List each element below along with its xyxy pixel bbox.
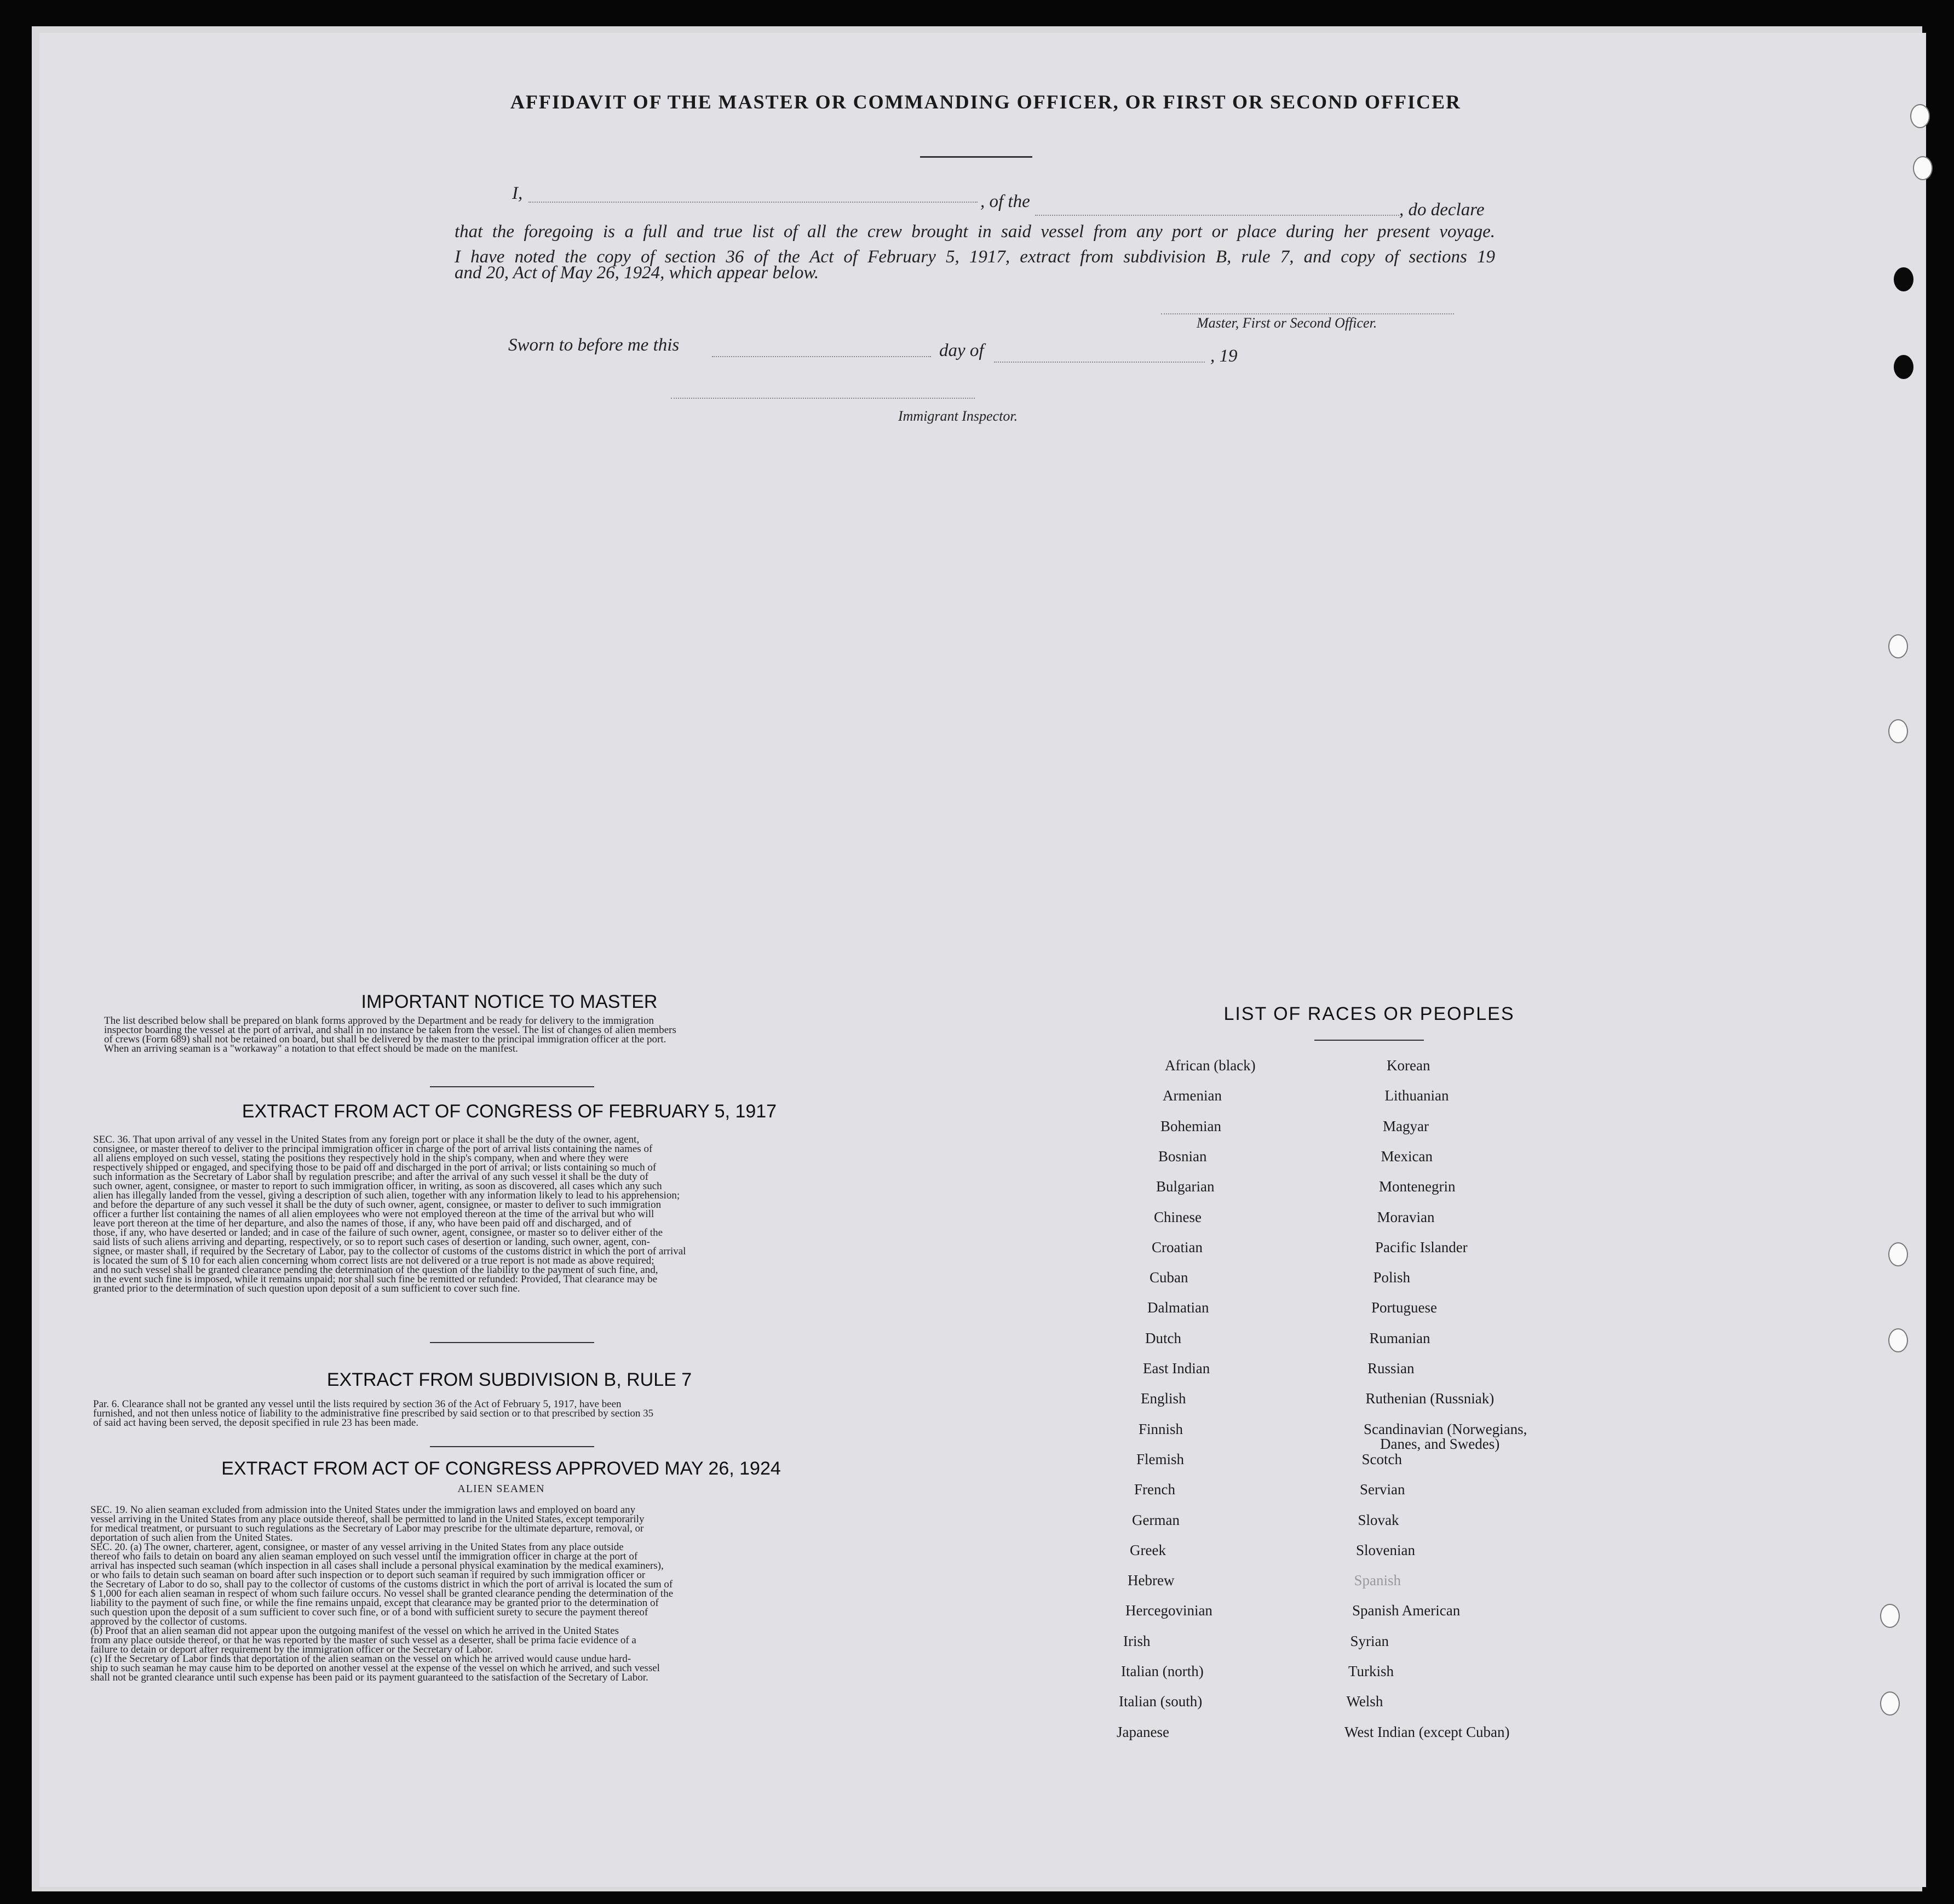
races-title: LIST OF RACES OR PEOPLES — [1223, 1003, 1515, 1024]
extract-1924-line: thereof who fails to detain on board any alien seaman employed on such vessel until the immigration officer in charge at the port of — [90, 1551, 638, 1562]
binder-hole-icon — [1894, 267, 1913, 291]
sworn-label: Sworn to before me this — [508, 335, 680, 355]
extract-1917-line: such information as the Secretary of Labor shall by regulation prescribe; and after the arrival of any such vessel it shall be the duty of — [93, 1171, 649, 1183]
year-label: , 19 — [1210, 346, 1238, 366]
binder-hole-icon — [1888, 1242, 1908, 1266]
extract-1917-line: granted prior to the determination of such question upon deposit of a sum sufficient to cover such fine. — [93, 1283, 520, 1294]
race-item: Korean — [1387, 1057, 1430, 1074]
extract-1924-line: failure to detain or deport after requirement by the immigration officer or the Secretary of Labor. — [90, 1644, 493, 1655]
of-the-label: , of the — [980, 192, 1030, 211]
race-item: Russian — [1367, 1360, 1415, 1377]
race-item: Japanese — [1117, 1723, 1169, 1740]
extract-1924-line: SEC. 19. No alien seaman excluded from admission into the United States under the immigration laws and employed on board any — [90, 1504, 636, 1516]
extract-1917-line: those, if any, who have deserted or landed; and in case of the failure of such owner, agent, consignee, or master so to deliver either of the — [93, 1227, 663, 1238]
race-item: East Indian — [1143, 1360, 1210, 1377]
extract-1924-line: vessel arriving in the United States from any place outside thereof, shall be permitted to land in the United States, except temporarily — [90, 1513, 645, 1525]
signature-label: Master, First or Second Officer. — [1197, 315, 1377, 331]
notice-body — [104, 1016, 906, 1053]
signature-blank[interactable] — [1161, 313, 1454, 314]
race-item: Scandinavian (Norwegians, — [1364, 1420, 1527, 1437]
race-item: Moravian — [1377, 1208, 1435, 1225]
race-item: Montenegrin — [1379, 1178, 1456, 1195]
extract-1917-line: and before the departure of any such vessel it shall be the duty of such owner, agent, consignee, or master to deliver to such immigration — [93, 1199, 662, 1211]
extract-1924-line: (b) Proof that an alien seaman did not appear upon the outgoing manifest of the vessel on which he arrived in the United States — [90, 1625, 619, 1637]
affidavit-title: AFFIDAVIT OF THE MASTER OR COMMANDING OFFICER, OR FIRST OR SECOND OFFICER — [510, 91, 1462, 113]
binder-hole-icon — [1880, 1604, 1900, 1628]
binder-holes — [1883, 0, 1954, 1904]
extract-1924-line: liability to the payment of such fine, or while the fine remains unpaid, except that clearance may be granted prior to the determination of — [90, 1597, 659, 1609]
race-item: Hebrew — [1128, 1572, 1175, 1589]
declaration-line-4: and 20, Act of May 26, 1924, which appear below. — [455, 263, 819, 283]
race-item: French — [1134, 1481, 1175, 1498]
extract-1917-body — [93, 1135, 904, 1293]
extract-1917-line: all aliens employed on such vessel, stating the positions they respectively hold in the ship's company, when and where they were — [93, 1152, 629, 1164]
binder-hole-icon — [1894, 355, 1913, 379]
binder-hole-icon — [1913, 156, 1933, 180]
rule7-body — [93, 1400, 904, 1427]
extract-1924-line: $ 1,000 for each alien seaman in respect of whom such failure occurs. No vessel shall be granted clearance pending the determination of the — [90, 1588, 674, 1599]
race-item: Danes, and Swedes) — [1380, 1435, 1500, 1452]
race-item: Hercegovinian — [1125, 1602, 1212, 1619]
race-item: Dalmatian — [1147, 1299, 1209, 1316]
month-blank[interactable] — [994, 362, 1205, 363]
race-item: African (black) — [1165, 1057, 1256, 1074]
notice-line: of crews (Form 689) shall not be retained on board, but shall be delivered by the master to the principal immigration officer at the port. — [104, 1034, 666, 1045]
i-label: I, — [512, 183, 523, 203]
extract-1924-line: from any place outside thereof, or that he was reported by the master of such vessel as a deserter, shall be prima facie evidence of a — [90, 1635, 636, 1646]
declaration-line-3: I have noted the copy of section 36 of the Act of February 5, 1917, extract from subdivision B, rule 7, and copy of sections 19 — [455, 247, 1495, 267]
extract-1917-line: said lists of such aliens arriving and departing, respectively, or so to report such cases of desertion or landing, such owner, agent, con- — [93, 1236, 650, 1248]
notice-line: inspector boarding the vessel at the port of arrival, and shall in no instance be taken from the vessel. The list of changes of alien members — [104, 1024, 676, 1036]
rule7-rule — [430, 1446, 594, 1447]
extract-1917-line: consignee, or master thereof to deliver to the principal immigration officer in charge of the port of arrival lists containing the names of — [93, 1143, 653, 1155]
extract-1924-line: SEC. 20. (a) The owner, charterer, agent, consignee, or master of any vessel arriving in the United States from any place outside — [90, 1541, 624, 1553]
race-item: Mexican — [1381, 1148, 1433, 1165]
extract-1917-line: such owner, agent, consignee, or master to report to such immigration officer, in writing, as soon as discovered, all cases which any such — [93, 1180, 662, 1192]
name-blank[interactable] — [528, 202, 978, 203]
binder-hole-icon — [1888, 1328, 1908, 1352]
day-of-label: day of — [939, 341, 984, 360]
vessel-blank[interactable] — [1035, 215, 1399, 216]
extract-1924-line: deportation of such alien from the United States. — [90, 1532, 293, 1544]
extract-1917-line: alien has illegally landed from the vessel, giving a description of such alien, together with any information likely to lead to his apprehension; — [93, 1190, 680, 1201]
extract-1917-line: and no such vessel shall be granted clearance pending the determination of the question of the liability to the payment of such fine, and, — [93, 1264, 658, 1276]
extract-1917-line: signee, or master shall, if required by the Secretary of Labor, pay to the collector of customs of the customs district in which the port of arrival — [93, 1246, 686, 1257]
race-item: Scotch — [1361, 1450, 1402, 1467]
race-item: Chinese — [1154, 1208, 1202, 1225]
race-item: Italian (south) — [1119, 1693, 1203, 1710]
extract-1917-line: leave port thereon at the time of her departure, and also the names of those, if any, who have been paid off and discharged, and of — [93, 1218, 632, 1229]
binder-hole-icon — [1880, 1691, 1900, 1716]
race-item: West Indian (except Cuban) — [1344, 1723, 1510, 1740]
rule7-title: EXTRACT FROM SUBDIVISION B, RULE 7 — [326, 1369, 692, 1390]
race-item: Dutch — [1145, 1329, 1181, 1346]
extract-1924-title: EXTRACT FROM ACT OF CONGRESS APPROVED MAY 26, 1924 — [221, 1458, 781, 1479]
race-item: Irish — [1123, 1632, 1151, 1649]
extract-1924-line: (c) If the Secretary of Labor finds that deportation of the alien seaman on the vessel on which he arrived would cause undue hard- — [90, 1653, 631, 1665]
extract-1924-line: for medical treatment, or pursuant to such regulations as the Secretary of Labor may prescribe for the ultimate departure, removal, or — [90, 1523, 644, 1534]
race-item: Pacific Islander — [1375, 1238, 1468, 1255]
declaration-line-2: that the foregoing is a full and true list of all the crew brought in said vessel from any port or place during her present voyage. — [455, 222, 1495, 242]
race-item: German — [1132, 1511, 1180, 1528]
rule7-line: Par. 6. Clearance shall not be granted any vessel until the lists required by section 36 of the Act of February 5, 1917, have been — [93, 1398, 622, 1410]
extract-1924-line: the Secretary of Labor to do so, shall pay to the collector of customs of the customs district in which the port of arrival is located the sum of — [90, 1579, 673, 1590]
rule7-line: of said act having been served, the deposit specified in rule 23 has been made. — [93, 1417, 419, 1429]
binder-hole-icon — [1888, 719, 1908, 743]
race-item: Slovak — [1358, 1511, 1399, 1528]
race-item: Bohemian — [1160, 1117, 1221, 1134]
race-item: Magyar — [1383, 1117, 1429, 1134]
race-item: Bosnian — [1158, 1148, 1207, 1165]
extract-1924-line: shall not be granted clearance until such expense has been paid or its payment guaranteed to the satisfaction of the Secretary of Labor. — [90, 1672, 648, 1683]
extract-1917-rule — [430, 1342, 594, 1343]
race-item: Cuban — [1150, 1269, 1188, 1286]
race-item: Rumanian — [1369, 1329, 1430, 1346]
race-item: Servian — [1360, 1481, 1405, 1498]
race-item: Flemish — [1136, 1450, 1185, 1467]
day-blank[interactable] — [712, 356, 931, 357]
race-item: Italian (north) — [1121, 1663, 1204, 1679]
race-item: Greek — [1130, 1541, 1166, 1558]
title-rule — [920, 156, 1032, 158]
inspector-blank[interactable] — [671, 398, 975, 399]
extract-1924-line: ship to such seaman he may cause him to be deported on another vessel at the expense of the vessel on which he arrived, and such vessel — [90, 1662, 660, 1674]
extract-1917-line: is located the sum of $ 10 for each alien concerning whom correct lists are not delivered or a true report is not made as above required; — [93, 1255, 654, 1266]
race-item: Bulgarian — [1156, 1178, 1215, 1195]
notice-line: The list described below shall be prepared on blank forms approved by the Department and be ready for delivery to the immigration — [104, 1015, 654, 1026]
race-item: English — [1141, 1390, 1186, 1407]
race-item: Portuguese — [1371, 1299, 1437, 1316]
race-item: Ruthenian (Russniak) — [1365, 1390, 1495, 1407]
binder-hole-icon — [1910, 104, 1930, 128]
binder-hole-icon — [1888, 634, 1908, 658]
notice-line: When an arriving seaman is a "workaway" a notation to that effect should be made on the manifest. — [104, 1043, 518, 1054]
extract-1924-body — [90, 1505, 901, 1682]
extract-1917-line: respectively shipped or engaged, and specifying those to be paid off and discharged in the port of arrival; or lists containing so much of — [93, 1162, 657, 1173]
race-item: Welsh — [1346, 1693, 1383, 1710]
race-item: Turkish — [1348, 1663, 1394, 1679]
extract-1924-line: arrival has inspected such seaman (which inspection in all cases shall include a personal physical examination by the medical examiners), — [90, 1560, 664, 1572]
race-item: Croatian — [1152, 1238, 1203, 1255]
extract-1917-line: SEC. 36. That upon arrival of any vessel in the United States from any foreign port or place it shall be the duty of the owner, agent, — [93, 1134, 640, 1145]
rule7-line: furnished, and not then unless notice of liability to the administrative fine prescribed by said section or to that prescribed by section 35 — [93, 1408, 654, 1419]
notice-title: IMPORTANT NOTICE TO MASTER — [361, 991, 658, 1012]
do-declare-label: , do declare — [1399, 200, 1485, 220]
notice-rule — [430, 1086, 594, 1087]
extract-1917-title: EXTRACT FROM ACT OF CONGRESS OF FEBRUARY 5, 1917 — [242, 1101, 777, 1122]
race-item: Spanish American — [1352, 1602, 1461, 1619]
race-item: Armenian — [1163, 1087, 1222, 1104]
extract-1917-line: in the event such fine is imposed, while it remains unpaid; nor shall such fine be remitted or refunded: Provided, That clearance may be — [93, 1274, 658, 1285]
race-item: Lithuanian — [1384, 1087, 1449, 1104]
extract-1924-subtitle: ALIEN SEAMEN — [457, 1483, 545, 1495]
race-item: Finnish — [1139, 1420, 1183, 1437]
race-item: Spanish — [1354, 1572, 1401, 1589]
extract-1917-line: officer a further list containing the names of all alien employees who were not employed thereon at the time of the arrival but who will — [93, 1208, 654, 1220]
races-rule — [1314, 1040, 1424, 1041]
race-item: Polish — [1373, 1269, 1411, 1286]
extract-1924-line: approved by the collector of customs. — [90, 1616, 247, 1627]
race-item: Slovenian — [1356, 1541, 1415, 1558]
extract-1924-line: or who fails to detain such seaman on board after such inspection or to deport such seaman if required by such immigration officer or — [90, 1569, 646, 1581]
extract-1924-line: such question upon the deposit of a sum sufficient to cover such fine, or of a bond with sufficient surety to secure the payment thereof — [90, 1607, 648, 1618]
inspector-label: Immigrant Inspector. — [898, 408, 1018, 424]
race-item: Syrian — [1350, 1632, 1389, 1649]
